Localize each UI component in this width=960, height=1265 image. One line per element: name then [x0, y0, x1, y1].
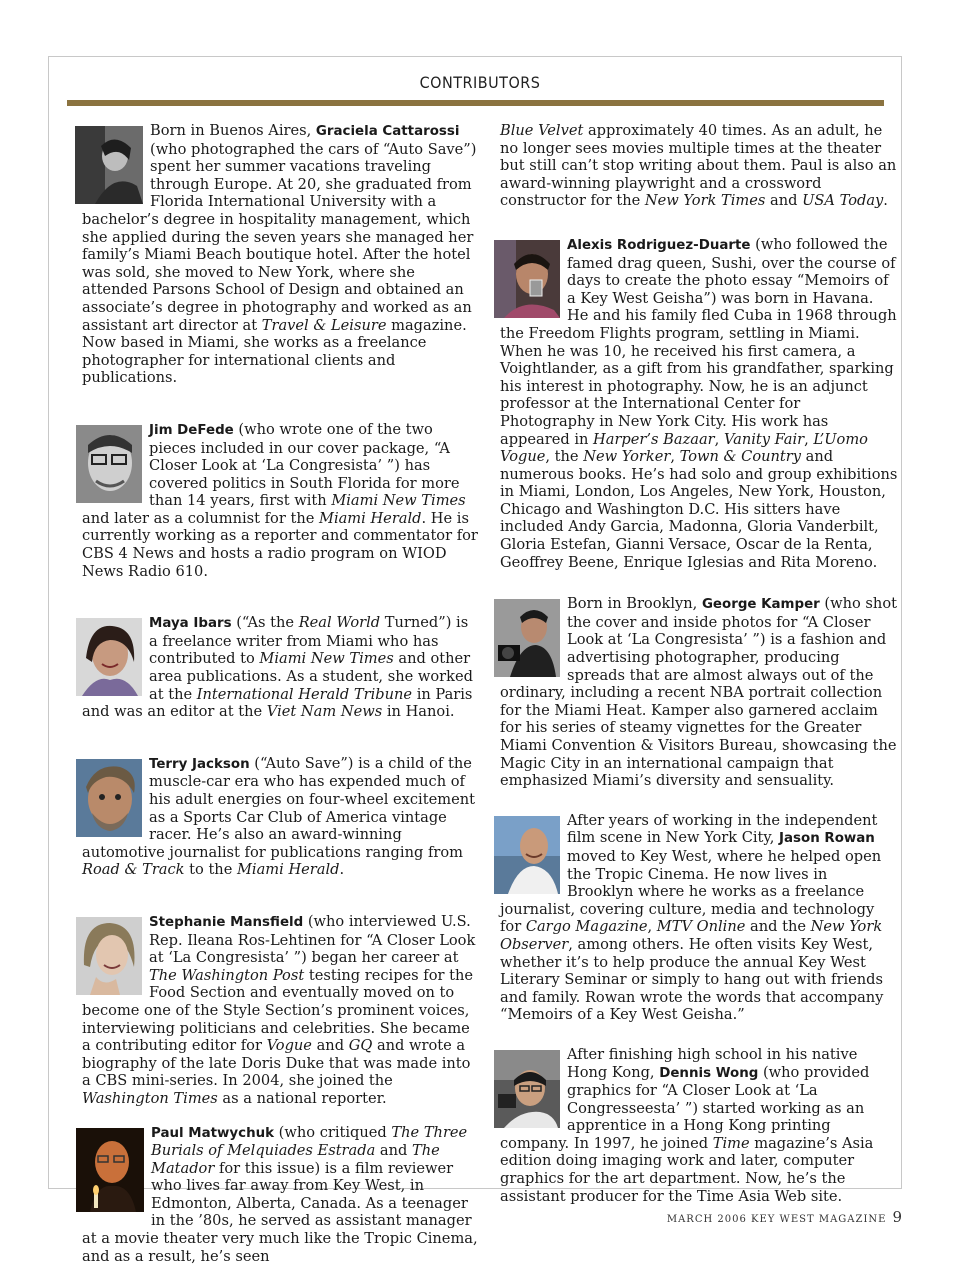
- name-defede: Jim DeFede: [149, 423, 234, 438]
- name-cattarossi: Graciela Cattarossi: [316, 124, 460, 139]
- photo-mansfield: [76, 917, 142, 995]
- photo-kamper: [494, 599, 560, 677]
- bio-rowan: After years of working in the independent film scene in New York City, Jason Rowan moved to Key West, where he helped open the Tropic Cinema. He now lives in Brooklyn where he works as a freelance journalist, covering culture, media and technology for Cargo Magazine, MTV Online and the New York Observer, among others. He often visits Key West, whether it’s to help produce the annual Key West Literary Seminar or simply to hang out with friends and family. Rowan wrote the words that accompany “Memoirs of a Key West Geisha.”: [500, 812, 898, 1024]
- bio-jackson: Terry Jackson (“Auto Save”) is a child of the muscle-car era who has expended much of his adult energies on four-wheel excitement as a Sports Car Club of America vintage racer. He’s also an award-winning automotive journalist for publications ranging from Road & Track to the Miami Herald.: [82, 755, 480, 879]
- photo-rowan: [494, 816, 560, 894]
- bio-kamper: Born in Brooklyn, George Kamper (who shot the cover and inside photos for “A Closer Look at ‘La Congresista’ ”) is a fashion and advertising photographer, producing spreads that are almost always out of the ordinary, including a recent NBA portrait collection for the Miami Heat. Kamper also garnered acclaim for his series of steamy vignettes for the Greater Miami Convention & Visitors Bureau, showcasing the Magic City in an international campaign that emphasized Miami’s diversity and sensuality.: [500, 595, 898, 790]
- photo-defede: [76, 425, 142, 503]
- name-kamper: George Kamper: [702, 597, 820, 612]
- name-ibars: Maya Ibars: [149, 616, 232, 631]
- bio-rodriguez-duarte: Alexis Rodriguez-Duarte (who followed the famed drag queen, Sushi, over the course of days to create the photo essay “Memoirs of a Key West Geisha”) was born in Havana. He and his family fled Cuba in 1968 through the Freedom Flights program, settling in Miami. When he was 10, he received his first camera, a Voightlander, as a gift from his grandfather, sparking his interest in photography. Now, he is an adjunct professor at the International Center for Photography in New York City. His work has appeared in Harper’s Bazaar, Vanity Fair, L’Uomo Vogue, the New Yorker, Town & Country and numerous books. He’s had solo and group exhibitions in Miami, London, Los Angeles, New York, Houston, Chicago and Washington D.C. His sitters have included Andy Garcia, Madonna, Gloria Vanderbilt, Gloria Estefan, Gianni Versace, Oscar de la Renta, Geoffrey Beene, Enrique Iglesias and Rita Moreno.: [500, 236, 898, 571]
- photo-ibars: [76, 618, 142, 696]
- photo-cattarossi: [75, 126, 143, 204]
- photo-jackson: [76, 759, 142, 837]
- photo-matwychuk: [76, 1128, 144, 1212]
- header-rule: [67, 100, 884, 106]
- bio-wong: After finishing high school in his native Hong Kong, Dennis Wong (who provided graphics for “A Closer Look at ‘La Congresseesta’ ”) started working as an apprentice in a Hong Kong printing company. In 1997, he joined Time magazine’s Asia edition doing imaging work and later, computer graphics for the art department. Now, he’s the assistant producer for the Time Asia Web site.: [500, 1046, 898, 1205]
- name-rodriguez-duarte: Alexis Rodriguez-Duarte: [567, 238, 751, 253]
- bio-ibars: Maya Ibars (“As the Real World Turned”) is a freelance writer from Miami who has contributed to Miami New Times and other area publications. As a student, she worked at the International Herald Tribune in Paris and was an editor at the Viet Nam News in Hanoi.: [82, 614, 480, 721]
- name-wong: Dennis Wong: [659, 1066, 758, 1081]
- name-rowan: Jason Rowan: [779, 831, 875, 846]
- name-mansfield: Stephanie Mansfield: [149, 915, 303, 930]
- page-number: 9: [892, 1208, 902, 1226]
- page-footer: [667, 1208, 902, 1226]
- bio-matwychuk: Paul Matwychuk (who critiqued The Three Burials of Melquiades Estrada and The Matador for this issue) is a film reviewer who lives far away from Key West, in Edmonton, Alberta, Canada. As a teenager in the ’80s, he served as assistant manager at a movie theater very much like the Tropic Cinema, and as a result, he’s seen: [82, 1124, 480, 1265]
- bio-matwychuk-continued: Blue Velvet approximately 40 times. As an adult, he no longer sees movies multiple times at the theater but still can’t stop writing about them. Paul is also an award-winning playwright and a crossword constructor for the New York Times and USA Today.: [500, 122, 898, 210]
- bio-mansfield: Stephanie Mansfield (who interviewed U.S. Rep. Ileana Ros-Lehtinen for “A Closer Look at ‘La Congresista’ ”) began her career at The Washington Post testing recipes for the Food Section and eventually moved on to become one of the Style Section’s prominent voices, interviewing politicians and celebrities. She became a contributing editor for Vogue and GQ and wrote a biography of the late Doris Duke that was made into a CBS mini-series. In 2004, she joined the Washington Times as a national reporter.: [82, 913, 480, 1108]
- right-column: [500, 120, 898, 1205]
- bio-defede: Jim DeFede (who wrote one of the two pieces included in our cover package, “A Closer Look at ‘La Congresista’ ”) has covered politics in South Florida for more than 14 years, first with Miami New Times and later as a columnist for the Miami Herald. He is currently working as a reporter and commentator for CBS 4 News and hosts a radio program on WIOD News Radio 610.: [82, 421, 480, 580]
- name-matwychuk: Paul Matwychuk: [151, 1126, 274, 1141]
- left-column: [82, 120, 480, 1265]
- issue-line: MARCH 2006 KEY WEST MAGAZINE: [667, 1214, 887, 1225]
- bio-cattarossi: Born in Buenos Aires, Graciela Cattarossi (who photographed the cars of “Auto Save”) spent her summer vacations traveling through Europe. At 20, she graduated from Florida International University with a bachelor’s degree in hospitality management, which she applied during the seven years she managed her family’s Miami Beach boutique hotel. After the hotel was sold, she moved to New York, where she attended Parsons School of Design and obtained an associate’s degree in photography and worked as an assistant art director at Travel & Leisure magazine. Now based in Miami, she works as a freelance photographer for international clients and publications.: [82, 122, 480, 387]
- photo-rodriguez-duarte: [494, 240, 560, 318]
- page-title: CONTRIBUTORS: [0, 73, 960, 92]
- photo-wong: [494, 1050, 560, 1128]
- name-jackson: Terry Jackson: [149, 757, 250, 772]
